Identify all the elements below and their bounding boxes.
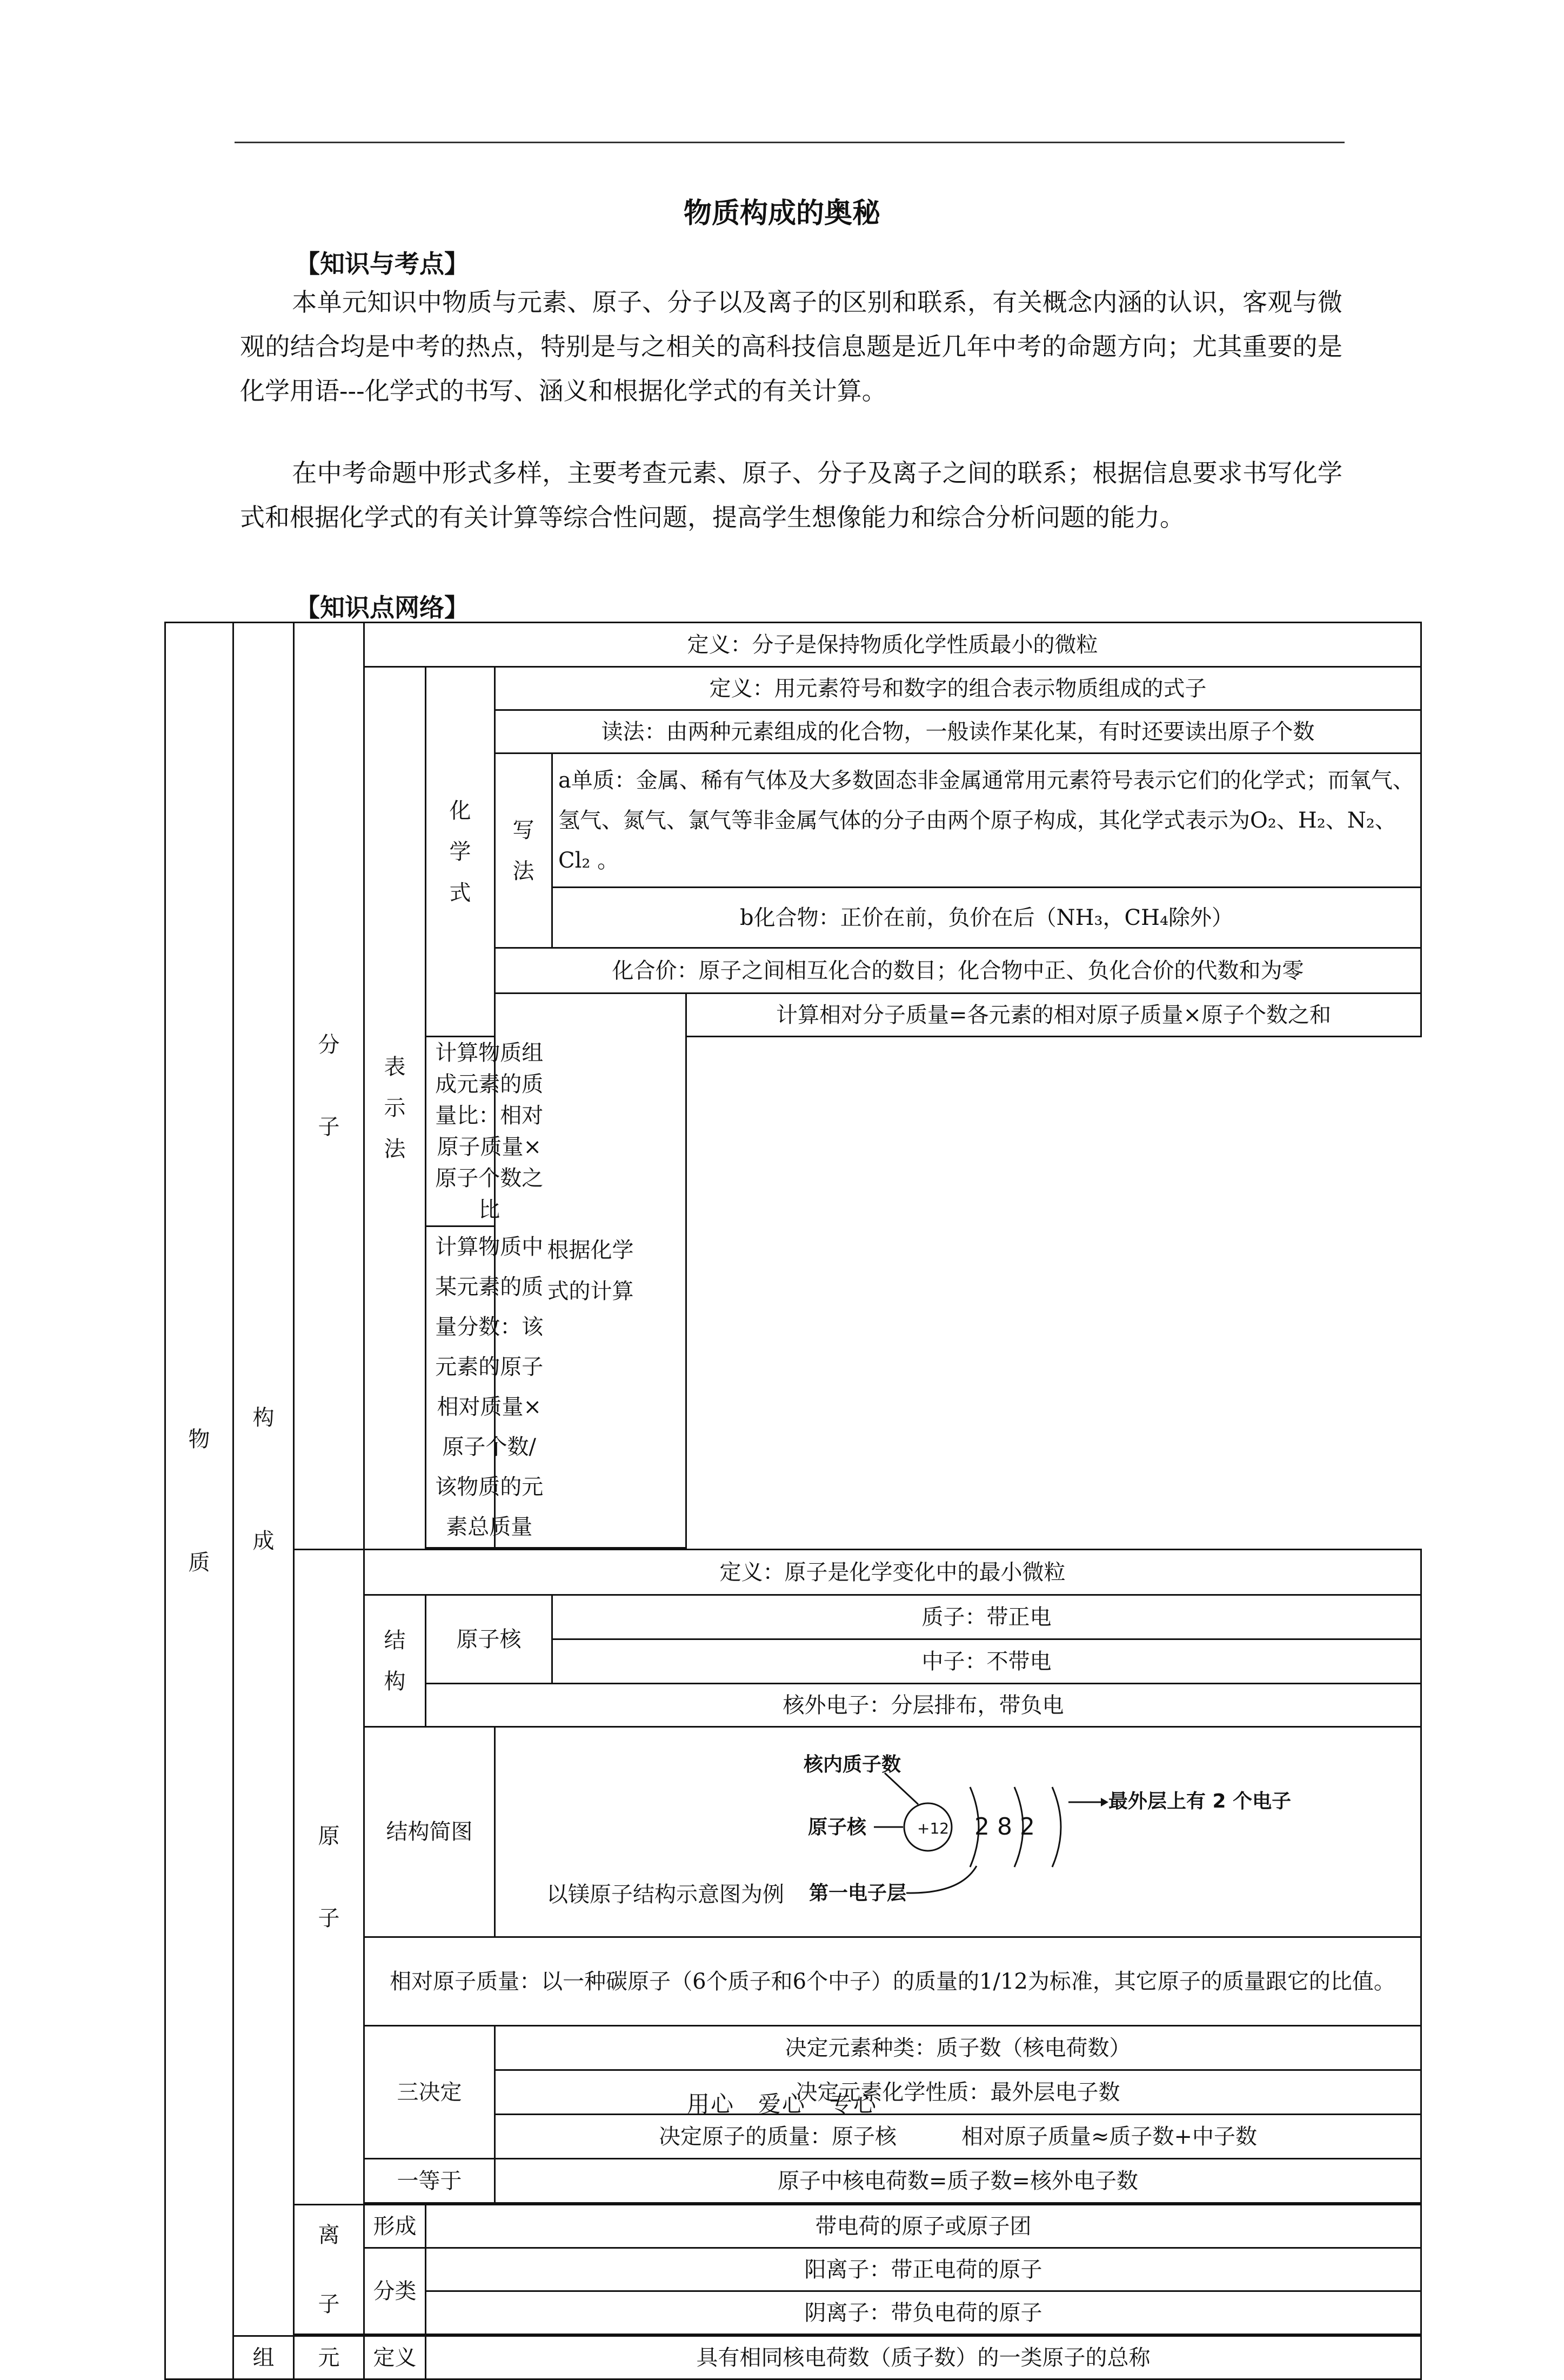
cell-jiegou: 结 构 — [364, 1595, 426, 1727]
element-definition: 具有相同核电荷数（质子数）的一类原子的总称 — [426, 2336, 1421, 2379]
cell-huaxueshi: 化 学 式 — [426, 667, 495, 1037]
mg-atom-diagram-area — [496, 1728, 1361, 1936]
cell-proton: 质子：带正电 — [552, 1595, 1421, 1639]
shell-arc-3 — [1052, 1787, 1061, 1867]
ion-cation: 阳离子：带正电荷的原子 — [426, 2248, 1421, 2291]
cell-yidengyu: 一等于 — [364, 2159, 495, 2203]
arrow-first-layer — [906, 1866, 977, 1893]
diag-layer-label: 第一电子层 — [809, 1882, 907, 1904]
intro-paragraph-2 — [240, 451, 1342, 539]
arrowhead-outer — [1101, 1798, 1108, 1806]
diag-shell-numbers: 2 8 2 — [974, 1813, 1035, 1841]
cell-neutron: 中子：不带电 — [552, 1639, 1421, 1684]
diag-nucleus-label: 原子核 — [808, 1816, 867, 1838]
diag-charge: +12 — [917, 1819, 950, 1837]
cell-goucheng: 构 成 — [233, 623, 294, 2336]
determine-chemical-property: 决定元素化学性质：最外层电子数 — [495, 2070, 1421, 2115]
cell-lizi: 离 子 — [294, 2205, 364, 2335]
cell-biaoshifa: 表 示 法 — [364, 667, 426, 1550]
intro-text-1: 本单元知识中物质与元素、原子、分子以及离子的区别和联系，有关概念内涵的认识，客观与微观的结合均是中考的热点，特别是与之相关的高科技信息题是近几年中考的命题方向；尤其重要的是化学用语---化学式的书写、涵义和根据化学式的有关计算。 — [240, 288, 1342, 405]
cell-yuanzi: 原 子 — [294, 1550, 364, 2205]
charge-equality: 原子中核电荷数=质子数=核外电子数 — [495, 2159, 1421, 2203]
cell-sanjueding: 三决定 — [364, 2026, 495, 2159]
section-heading-knowledge: 【知识与考点】 — [295, 249, 469, 278]
cell-yuansu: 元 — [294, 2336, 364, 2379]
determine-atomic-mass: 决定原子的质量：原子核 相对原子质量≈质子数+中子数 — [495, 2115, 1421, 2159]
cell-calc-label: 根据化学 式的计算 — [495, 994, 686, 1548]
cell-electron: 核外电子：分层排布，带负电 — [426, 1684, 1421, 1727]
ion-formation: 带电荷的原子或原子团 — [426, 2205, 1421, 2248]
determine-element-type: 决定元素种类：质子数（核电荷数） — [495, 2026, 1421, 2070]
cell-fenzi: 分 子 — [294, 623, 364, 1550]
intro-paragraph-1 — [240, 280, 1342, 413]
yuanzi-definition: 定义：原子是化学变化中的最小微粒 — [364, 1550, 1421, 1595]
cell-zucheng: 组 — [233, 2336, 294, 2379]
calc-mass-fraction: 计算物质中某元素的质量分数：该元素的原子相对质量×原子个数/该物质的元素总质量 — [426, 1226, 552, 1548]
mg-atom-structure-diagram — [798, 1737, 1339, 1932]
cell-fenlei: 分类 — [364, 2248, 426, 2335]
writing-single-substance: a单质：金属、稀有气体及大多数固态非金属通常用元素符号表示它们的化学式；而氧气、氢气、氮气、氯气等非金属气体的分子由两个原子构成，其化学式表示为O₂、H₂、N₂、Cl₂ 。 — [552, 754, 1421, 888]
page-footer: 用心 爱心 专心 — [686, 2091, 877, 2117]
diagram-caption: 以镁原子结构示意图为例 — [546, 1882, 784, 1907]
formula-definition: 定义：用元素符号和数字的组合表示物质组成的式子 — [495, 667, 1421, 710]
relative-atomic-mass: 相对原子质量：以一种碳原子（6个质子和6个中子）的质量的1/12为标准，其它原子的质量跟它的比值。 — [364, 1937, 1421, 2026]
formula-reading: 读法：由两种元素组成的化合物，一般读作某化某，有时还要读出原子个数 — [495, 710, 1421, 754]
cell-diagram — [495, 1727, 1421, 1937]
fenzi-definition: 定义：分子是保持物质化学性质最小的微粒 — [364, 623, 1421, 667]
cell-xingcheng: 形成 — [364, 2205, 426, 2248]
writing-compound: b化合物：正价在前，负价在后（NH₃，CH₄除外） — [552, 888, 1421, 948]
cell-nucleus: 原子核 — [426, 1595, 552, 1684]
cell-wuzhi: 物 质 — [165, 623, 233, 2379]
ion-anion: 阴离子：带负电荷的原子 — [426, 2291, 1421, 2335]
diag-proton-label: 核内质子数 — [804, 1754, 901, 1776]
section-heading-network: 【知识点网络】 — [295, 593, 469, 622]
page-title: 物质构成的奥秘 — [683, 197, 880, 230]
header-rule — [235, 142, 1345, 143]
cell-xiefa: 写 法 — [495, 754, 552, 948]
cell-dingyi: 定义 — [364, 2336, 426, 2379]
cell-diagram-label: 结构简图 — [364, 1727, 495, 1937]
calc-molecular-mass: 计算相对分子质量=各元素的相对原子质量×原子个数之和 — [686, 994, 1421, 1037]
valence-definition: 化合价：原子之间相互化合的数目；化合物中正、负化合价的代数和为零 — [495, 948, 1421, 994]
arrow-proton — [885, 1773, 918, 1804]
diag-outer-label: 最外层上有 2 个电子 — [1108, 1790, 1292, 1812]
intro-text-2: 在中考命题中形式多样，主要考查元素、原子、分子及离子之间的联系；根据信息要求书写化学式和根据化学式的有关计算等综合性问题，提高学生想像能力和综合分析问题的能力。 — [240, 458, 1342, 532]
calc-mass-ratio: 计算物质组成元素的质量比：相对原子质量×原子个数之比 — [426, 1037, 552, 1226]
